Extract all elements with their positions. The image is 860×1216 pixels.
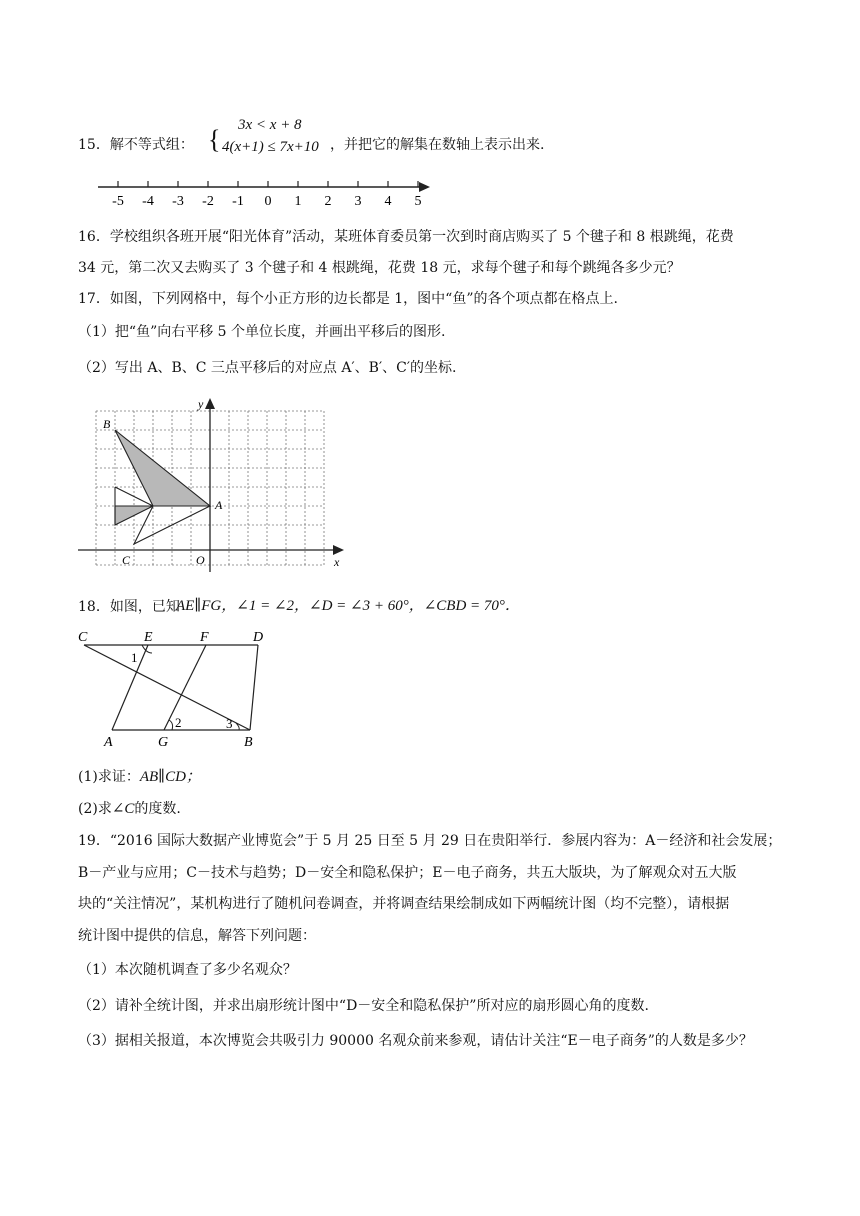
angle-3-label: 3 — [226, 716, 233, 731]
fish-tail-shaded — [115, 506, 153, 525]
q18-conditions: AE∥FG，∠1 = ∠2，∠D = ∠3 + 60°，∠CBD = 70°． — [176, 598, 520, 614]
label-B: B — [244, 735, 253, 750]
parallel-lines-figure — [76, 626, 276, 750]
number-line-label: 0 — [264, 194, 272, 209]
angle-1-label: 1 — [131, 650, 138, 665]
q15-brace: { — [208, 125, 221, 154]
q17-line-1: 17．如图，下列网格中，每个小正方形的边长都是 1，图中“鱼”的各个项点都在格点上. — [78, 291, 618, 307]
number-line-label: -5 — [112, 194, 124, 209]
label-x: x — [334, 555, 340, 569]
number-line-label: 2 — [324, 194, 332, 209]
q16-line-1: 16．学校组织各班开展“阳光体育”活动，某班体育委员第一次到时商店购买了 5 个毽子和 8 根跳绳，花费 — [78, 229, 734, 245]
q17-part-2: （2）写出 A、B、C 三点平移后的对应点 A′、B′、C′的坐标. — [78, 360, 457, 376]
q18-lead: 18．如图，已知 — [78, 599, 180, 615]
q15-inequality-2: 4(x+1) ≤ 7x+10 — [222, 139, 319, 155]
number-line — [92, 176, 437, 210]
number-line-label: -2 — [202, 194, 214, 209]
fish-grid-figure — [76, 394, 348, 572]
label-C: C — [78, 630, 88, 645]
number-line-label: 3 — [354, 194, 362, 209]
number-line-label: 5 — [414, 194, 422, 209]
number-line-label: -4 — [142, 194, 154, 209]
q17-part-1: （1）把“鱼”向右平移 5 个单位长度，并画出平移后的图形. — [78, 324, 446, 340]
label-C: C — [122, 553, 131, 567]
label-D: D — [253, 630, 264, 645]
q19-line-3: 块的“关注情况”，某机构进行了随机问卷调查，并将调查结果绘制成如下两幅统计图（均不完整），请根据 — [78, 896, 730, 912]
label-y: y — [198, 397, 204, 411]
label-G: G — [158, 735, 169, 750]
q19-line-2: B－产业与应用；C－技术与趋势；D－安全和隐私保护；E－电子商务，共五大版块，为了解观众对五大版 — [78, 865, 737, 881]
q19-line-4: 统计图中提供的信息，解答下列问题： — [78, 928, 316, 944]
q19-line-1: 19．“2016 国际大数据产业博览会”于 5 月 25 日至 5 月 29 日在贵阳举行．参展内容为：A－经济和社会发展； — [78, 833, 782, 849]
q19-part-3: （3）据相关报道，本次博览会共吸引力 90000 名观众前来参观，请估计关注“E－电子商务”的人数是多少？ — [78, 1033, 753, 1049]
q16-line-2: 34 元，第二次又去购买了 3 个毽子和 4 根跳绳，花费 18 元，求每个毽子和每个跳绳各多少元？ — [78, 260, 681, 276]
label-A: A — [215, 498, 223, 512]
number-line-label: 1 — [294, 194, 302, 209]
q19-part-1: （1）本次随机调查了多少名观众？ — [78, 962, 297, 978]
label-O: O — [196, 553, 205, 567]
number-line-label: 4 — [384, 194, 392, 209]
number-line-label: -3 — [172, 194, 184, 209]
label-B: B — [103, 417, 111, 431]
label-E: E — [144, 630, 153, 645]
q15-inequality-1: 3x < x + 8 — [238, 117, 302, 133]
angle-2-label: 2 — [175, 715, 182, 730]
label-F: F — [200, 630, 209, 645]
q18-part-2: (2)求∠C的度数. — [78, 801, 181, 817]
q18-part-1: (1)求证：AB∥CD； — [78, 769, 201, 785]
label-A: A — [104, 735, 113, 750]
q15-tail: ，并把它的解集在数轴上表示出来. — [330, 137, 545, 153]
number-line-label: -1 — [232, 194, 244, 209]
q15-lead: 15．解不等式组： — [78, 137, 194, 153]
q19-part-2: （2）请补全统计图，并求出扇形统计图中“D－安全和隐私保护”所对应的扇形圆心角的度数. — [78, 998, 649, 1014]
